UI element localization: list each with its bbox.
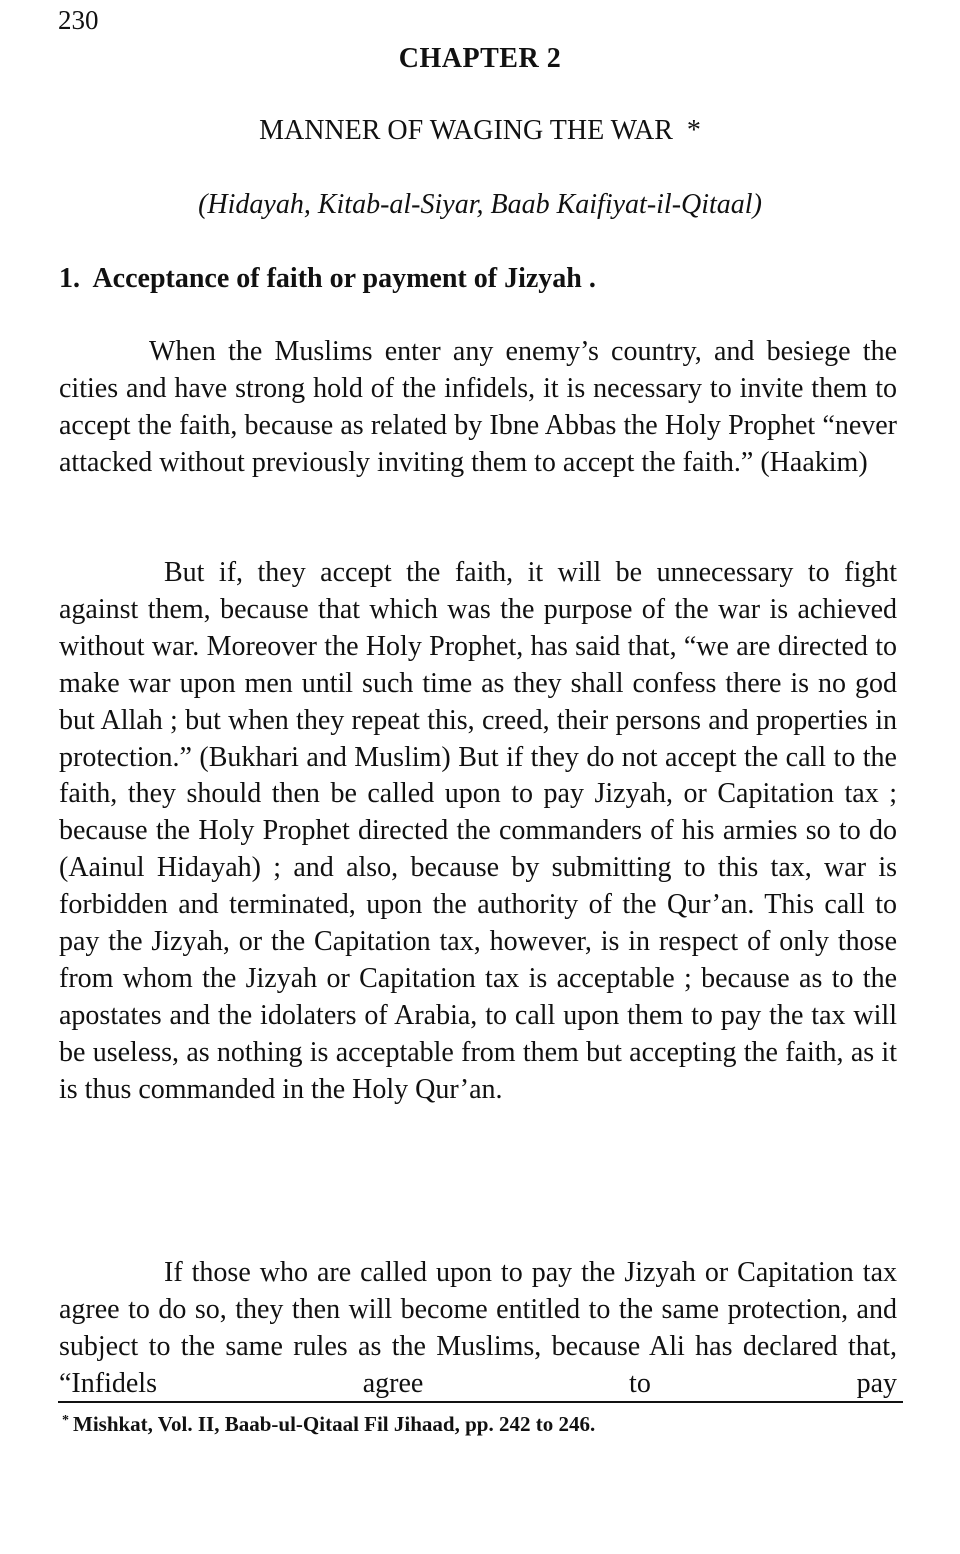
source-reference: (Hidayah, Kitab-al-Siyar, Baab Kaifiyat-il-Qitaal): [198, 189, 762, 220]
section-title: MANNER OF WAGING THE WAR *: [259, 115, 701, 146]
paragraph-1: When the Muslims enter any enemy’s country, and besiege the cities and have strong hold of the infidels, it is necessary to invite them to accept the faith, because as related by Ibne Abbas the Holy Prophet “never attacked without previously inviting them to accept the faith.” (Haakim): [59, 336, 897, 478]
footnote-marker: *: [62, 1413, 69, 1428]
page-number: 230: [58, 5, 99, 35]
subheading: 1. Acceptance of faith or payment of Jizyah .: [59, 263, 596, 294]
footnote-divider: [58, 1401, 903, 1403]
chapter-title: CHAPTER 2: [398, 43, 562, 74]
paragraph-2: But if, they accept the faith, it will be unnecessary to fight against them, because that which was the purpose of the war is achieved without war. Moreover the Holy Prophet, has said that, “we are directed to make war upon men until such time as they shall confess there is no god but Allah ; but when they repeat this, creed, their persons and properties in protection.” (Bukhari and Muslim) But if they do not accept the call to the faith, they should then be called upon to pay Jizyah, or Capitation tax ; because the Holy Prophet directed the commanders of his armies so to do (Aainul Hidayah) ; and also, because by submitting to this tax, war is forbidden and terminated, upon the authority of the Qur’an. This call to pay the Jizyah, or the Capitation tax, however, is in respect of only those from whom the Jizyah or Capitation tax is acceptable ; because as to the apostates and the idolaters of Arabia, to call upon them to pay the tax will be useless, as nothing is acceptable from them but accepting the faith, as it is thus commanded in the Holy Qur’an.: [59, 557, 897, 1105]
footnote: [62, 1410, 595, 1438]
paragraph-3: If those who are called upon to pay the Jizyah or Capitation tax agree to do so, they then will become entitled to the same protection, and subject to the same rules as the Muslims, because Ali has declared that, “Infidels agree to pay: [59, 1257, 897, 1399]
footnote-text: Mishkat, Vol. II, Baab-ul-Qitaal Fil Jihaad, pp. 242 to 246.: [73, 1412, 596, 1436]
